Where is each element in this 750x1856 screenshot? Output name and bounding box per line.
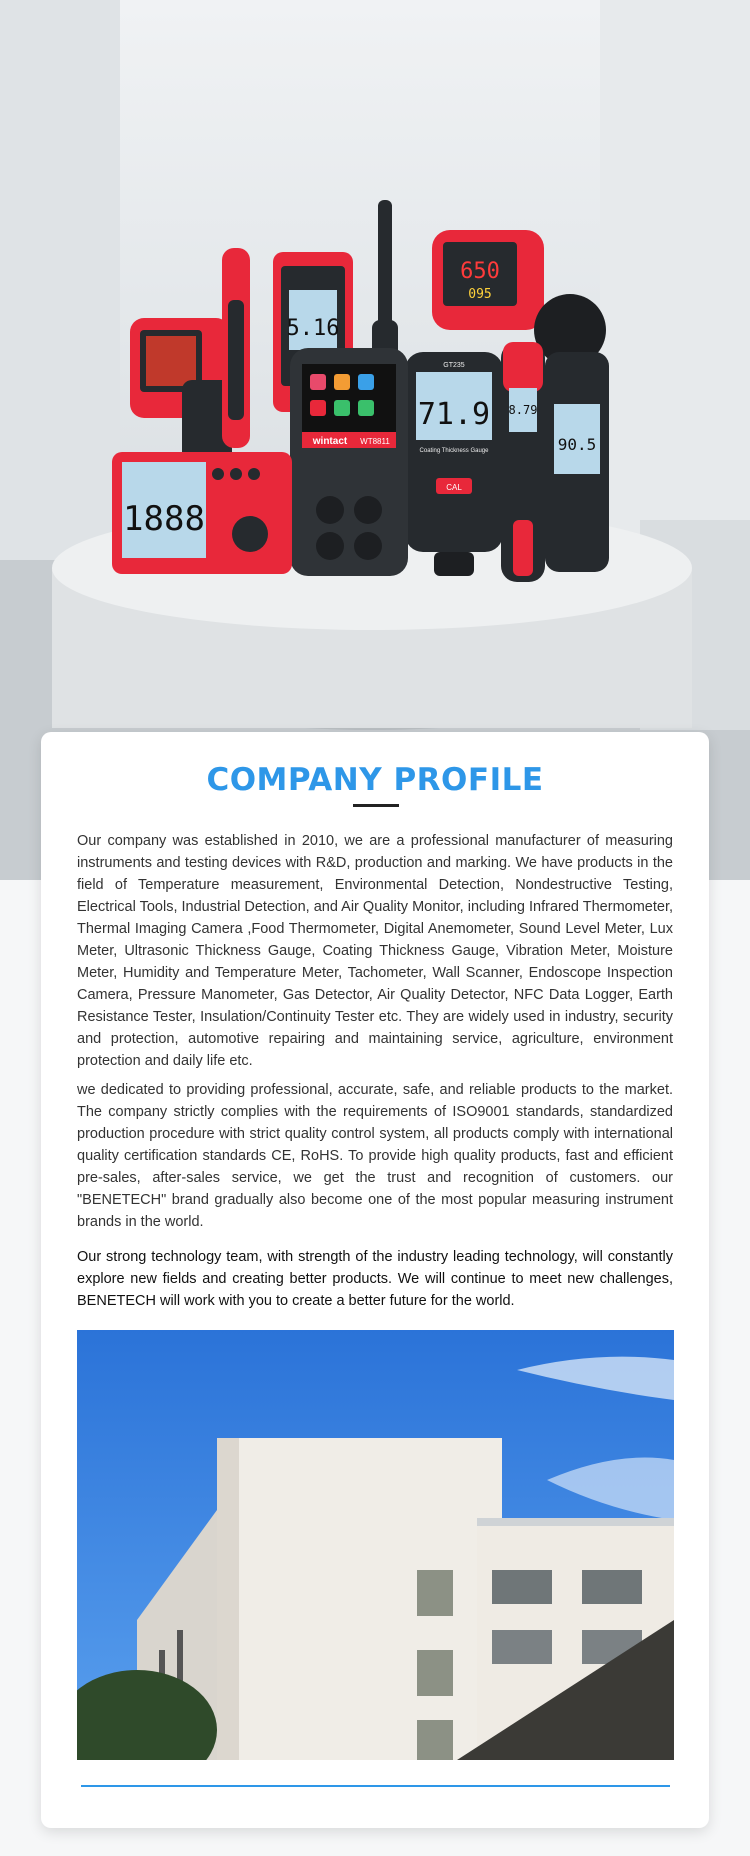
anemometer-reading: 5.16	[286, 316, 340, 341]
gas-detector-device	[290, 348, 408, 576]
building-tower	[222, 1438, 502, 1760]
resistance-reading: 1888	[123, 499, 205, 539]
resistance-tester-device	[112, 452, 292, 574]
thermal-camera-device	[130, 318, 232, 470]
coating-reading: 71.9	[417, 397, 491, 432]
ph-reading: 8.79	[508, 403, 538, 417]
ph-meter-device	[501, 342, 545, 582]
coating-cal-label: CAL	[446, 483, 462, 492]
coating-label: Coating Thickness Gauge	[419, 448, 489, 454]
coating-model: GT235	[443, 362, 465, 369]
profile-paragraph-1: Our company was established in 2010, we are a professional manufacturer of measuring instruments and testing devices with R&D, production and marking. We have products in the field of Temperature measurement, Environmental Detection, Nondestructive Testing, Electrical Tools, Industrial Detection, and Air Quality Monitor, including Infrared Thermometer, Thermal Imaging Camera ,Food Thermometer, Digital Anemometer, Sound Level Meter, Lux Meter, Ultrasonic Thickness Gauge, Coating Thickness Gauge, Vibration Meter, Moisture Meter, Humidity and Temperature Meter, Tachometer, Wall Scanner, Endoscope Inspection Camera, Pressure Manometer, Gas Detector, Air Quality Detector, NFC Data Logger, Earth Resistance Tester, Insulation/Continuity Tester etc. They are widely used in industry, security and protection, automotive repairing and maintaining service, agriculture, environment protection and daily life etc.	[77, 833, 673, 1069]
company-profile-card	[41, 732, 709, 1828]
window	[417, 1570, 453, 1616]
window	[492, 1630, 552, 1664]
gas-model: WT8811	[360, 437, 390, 446]
page-title: COMPANY PROFILE	[206, 762, 544, 798]
sound-reading: 90.5	[557, 435, 597, 454]
window	[582, 1570, 642, 1604]
coating-thickness-gauge-device	[405, 352, 503, 576]
roof-rail	[477, 1518, 674, 1526]
building-edge	[217, 1438, 239, 1760]
window	[417, 1720, 453, 1760]
ir-reading-main: 650	[460, 259, 500, 284]
infrared-thermometer-device	[432, 230, 544, 330]
title-divider	[353, 804, 399, 807]
pen-tester-device	[222, 248, 250, 448]
window	[492, 1570, 552, 1604]
ir-reading-sub: 095	[468, 287, 492, 302]
profile-paragraph-3: Our strong technology team, with strength of the industry leading technology, will constantly explore new fields and creating better products. We will continue to meet new challenges, BENETECH will work with you to create a better future for the world.	[77, 1249, 673, 1309]
factory-photo	[77, 1330, 674, 1760]
window	[417, 1650, 453, 1696]
bottom-divider	[81, 1785, 670, 1787]
factory-building-image	[77, 1330, 674, 1760]
profile-paragraph-2: we dedicated to providing professional, accurate, safe, and reliable products to the market. The company strictly complies with the requirements of ISO9001 standards, standardized production procedure with strict quality control system, all products comply with international quality certification standards CE, RoHS. To provide high quality products, fast and efficient pre-sales, after-sales service, we get the trust and recognition of customers. our "BENETECH" brand gradually also become one of the most popular measuring instrument brands in the world.	[77, 1082, 673, 1230]
gas-brand: wintact	[312, 436, 348, 447]
sound-level-meter-device	[534, 294, 609, 572]
